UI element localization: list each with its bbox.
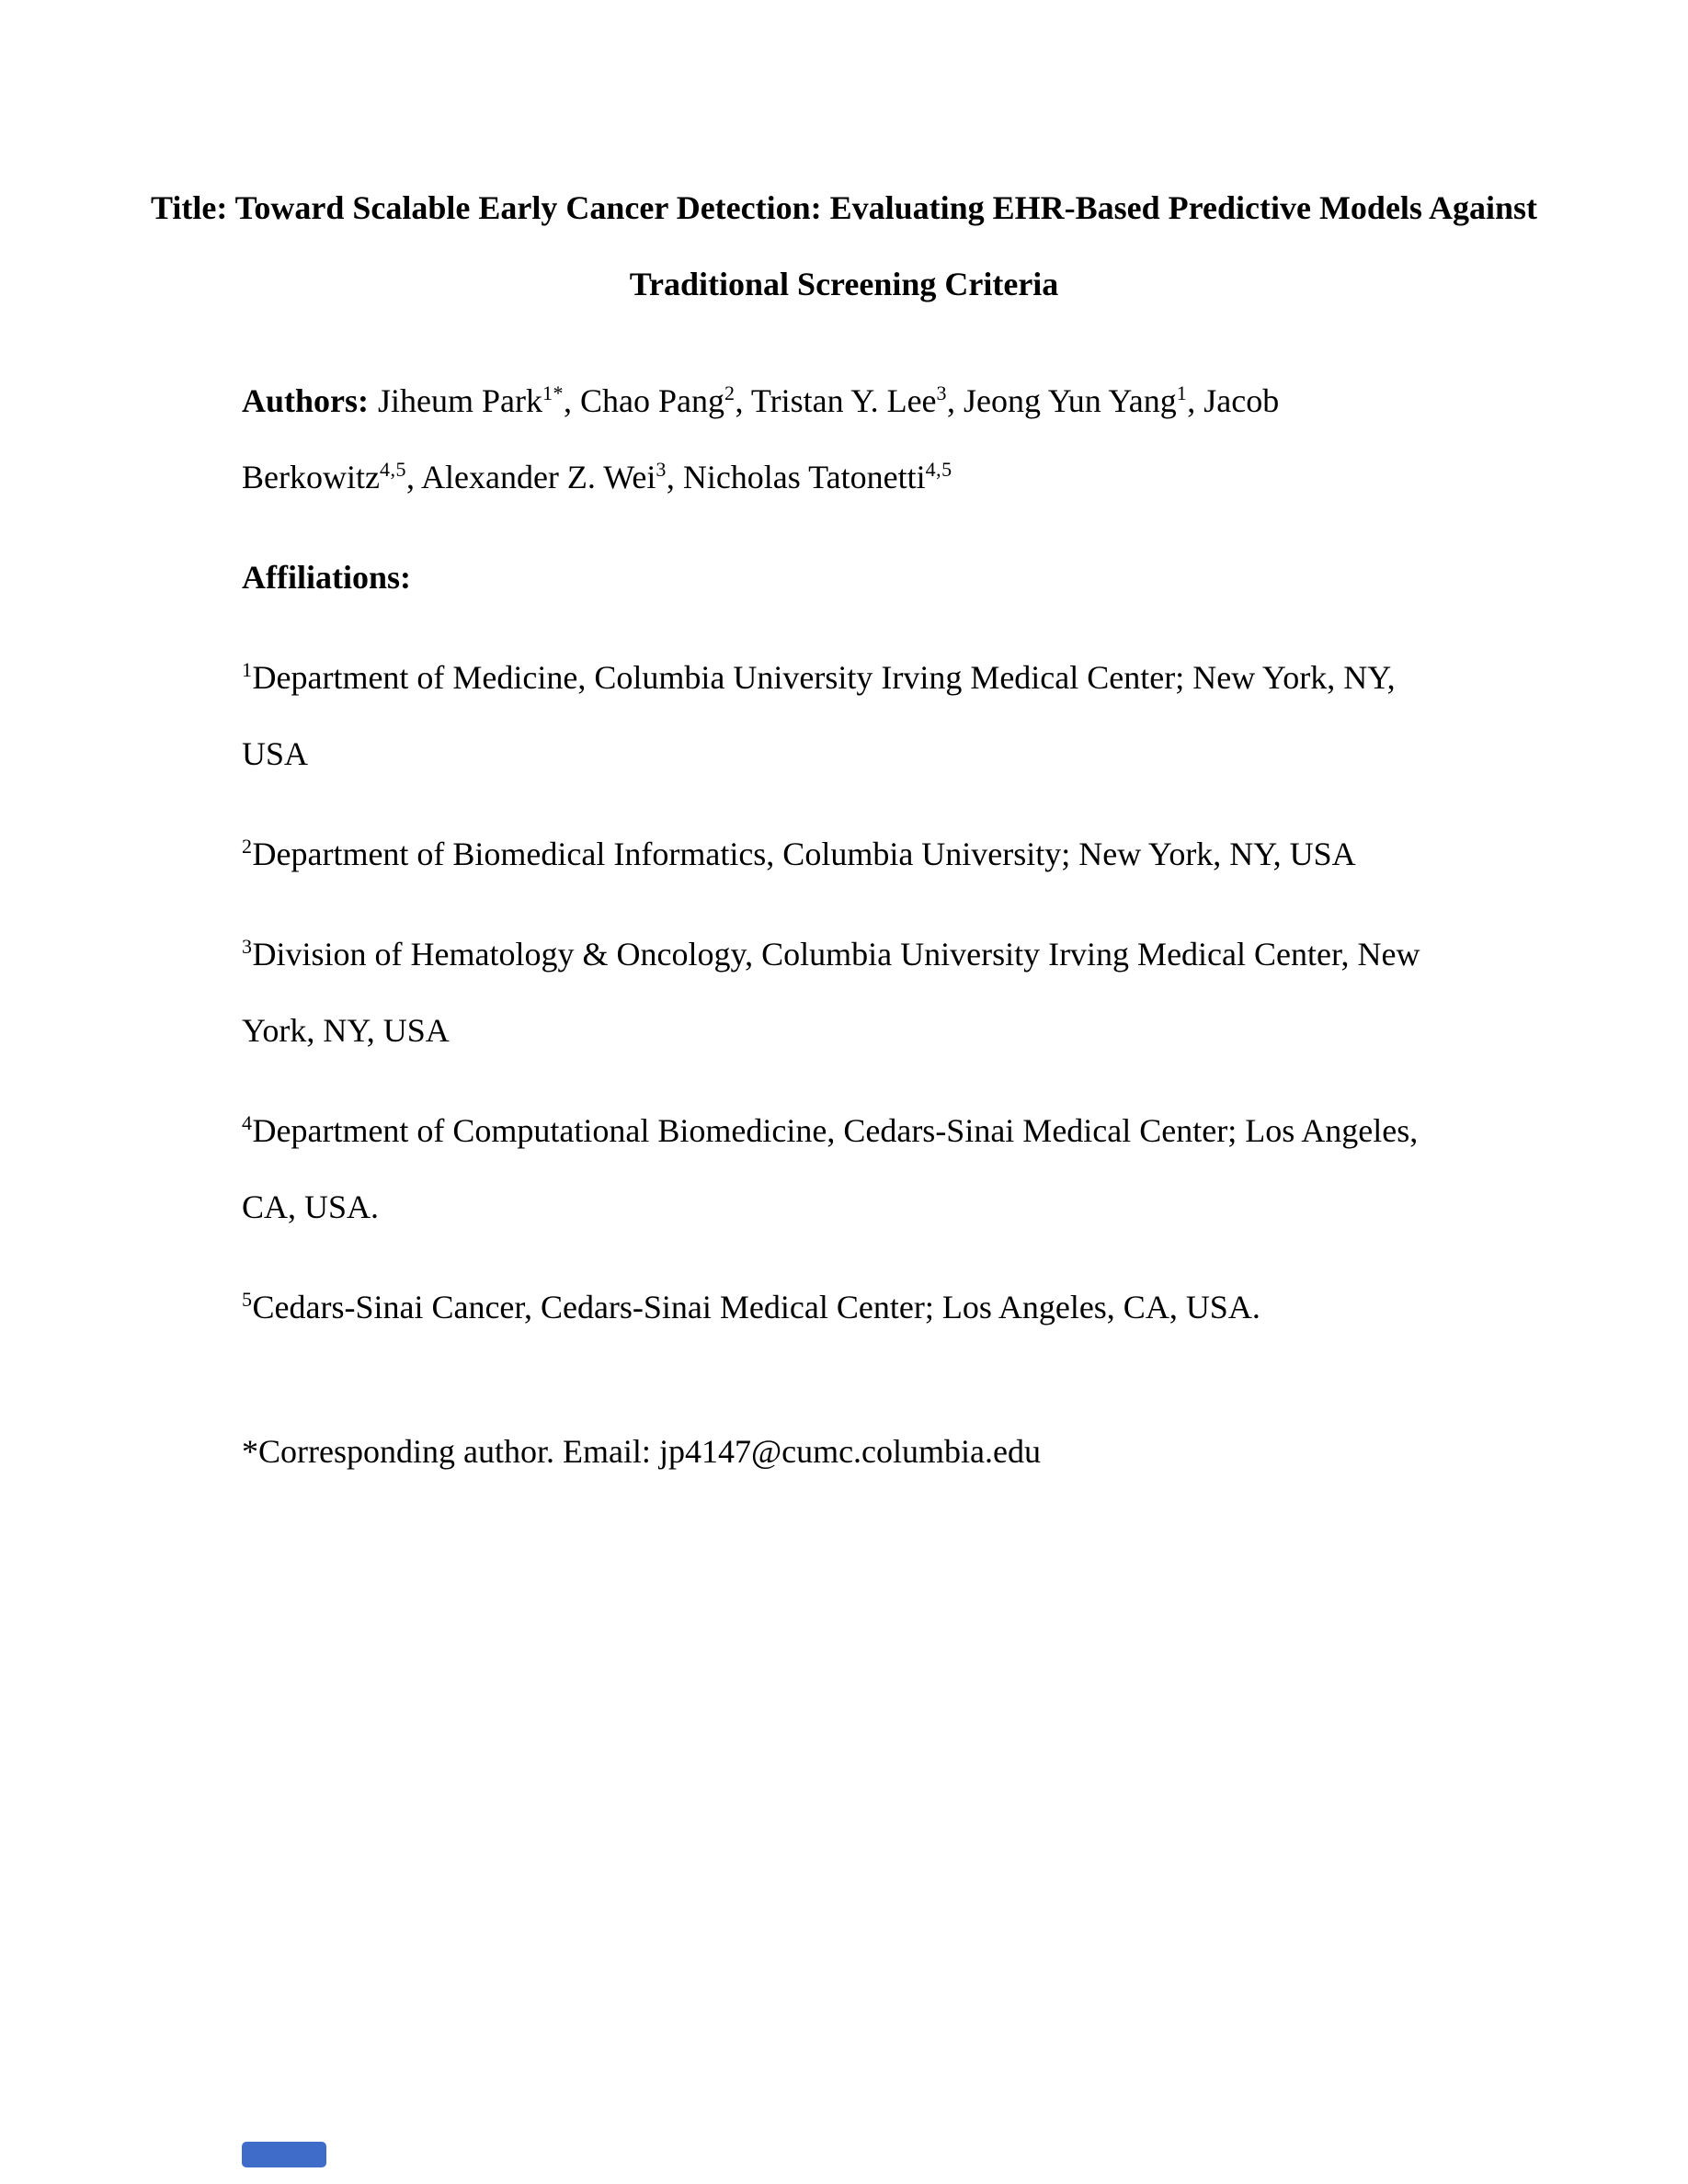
author-affiliation-sup: 3 — [936, 381, 948, 404]
author-affiliation-sup: 1 — [1176, 381, 1188, 404]
author-affiliation-sup: 4,5 — [925, 458, 952, 481]
footer-badge — [242, 2142, 326, 2167]
author-separator: , — [735, 382, 751, 419]
author-separator: , — [666, 459, 683, 495]
authors-line — [242, 363, 1446, 516]
affiliation-text: Department of Medicine, Columbia University Irving Medical Center; New York, NY, USA — [242, 659, 1396, 772]
author-affiliation-sup: 4,5 — [379, 458, 406, 481]
paper-title: Title: Toward Scalable Early Cancer Detection: Evaluating EHR-Based Predictive Models Against Traditional Screening Criteria — [151, 189, 1537, 302]
author-affiliation-sup: 1* — [542, 381, 564, 404]
affiliation-number: 4 — [242, 1111, 253, 1134]
author-name: Alexander Z. Wei — [420, 459, 656, 495]
author-name: Jacob Berkowitz — [242, 382, 1280, 495]
affiliation-item — [242, 1269, 1446, 1346]
affiliation-text: Department of Computational Biomedicine, Cedars-Sinai Medical Center; Los Angeles, CA, USA. — [242, 1112, 1419, 1225]
authors-label: Authors: — [242, 382, 370, 419]
author-name: Jeong Yun Yang — [964, 382, 1177, 419]
author-name: Chao Pang — [580, 382, 724, 419]
author-separator: , — [947, 382, 964, 419]
affiliation-number: 1 — [242, 658, 253, 681]
affiliation-item — [242, 816, 1446, 893]
corresponding-author-prefix: *Corresponding author. Email: — [242, 1433, 659, 1470]
author-separator: , — [1187, 382, 1204, 419]
affiliation-number: 3 — [242, 935, 253, 958]
author-affiliation-sup: 2 — [724, 381, 736, 404]
author-name: Jiheum Park — [378, 382, 542, 419]
affiliations-label: Affiliations: — [242, 559, 411, 596]
email-link[interactable]: jp4147@cumc.columbia.edu — [658, 1433, 1041, 1470]
author-name: Tristan Y. Lee — [750, 382, 937, 419]
affiliation-text: Department of Biomedical Informatics, Columbia University; New York, NY, USA — [252, 836, 1356, 872]
affiliation-number: 5 — [242, 1288, 253, 1311]
author-name: Nicholas Tatonetti — [682, 459, 926, 495]
corresponding-author-line — [242, 1414, 1446, 1490]
author-separator: , — [564, 382, 580, 419]
affiliation-text: Division of Hematology & Oncology, Columbia University Irving Medical Center, New York, NY, USA — [242, 936, 1420, 1049]
affiliation-item — [242, 1093, 1446, 1246]
affiliation-text: Cedars-Sinai Cancer, Cedars-Sinai Medical Center; Los Angeles, CA, USA. — [252, 1289, 1260, 1325]
affiliation-number: 2 — [242, 835, 253, 858]
author-affiliation-sup: 3 — [656, 458, 667, 481]
affiliation-item — [242, 916, 1446, 1069]
author-separator: , — [405, 459, 421, 495]
affiliation-item — [242, 640, 1446, 792]
affiliations-heading — [242, 540, 1446, 616]
